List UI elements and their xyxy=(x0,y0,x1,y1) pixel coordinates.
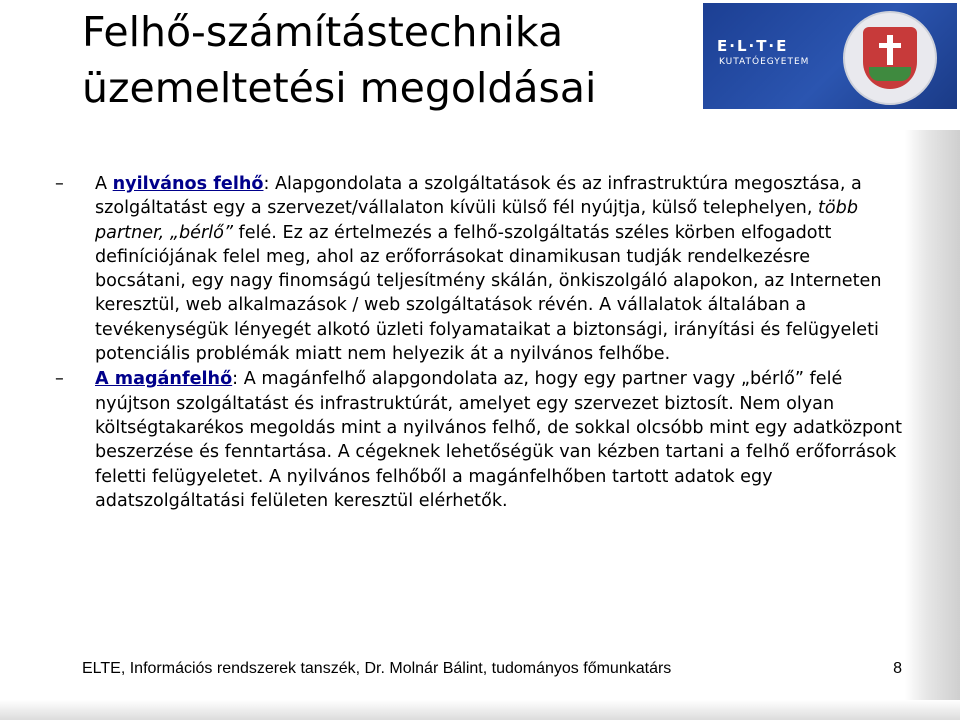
slide-title xyxy=(82,4,682,116)
slide-body xyxy=(55,172,905,514)
elte-logo xyxy=(703,3,957,109)
coat-of-arms-icon xyxy=(863,27,917,89)
decorative-side-band xyxy=(905,130,960,720)
bullet-dash: – xyxy=(55,369,64,390)
term-private-cloud: A magánfelhő xyxy=(95,369,233,390)
bullet-dash: – xyxy=(55,174,64,194)
logo-subtitle: KUTATÓEGYETEM xyxy=(719,57,810,67)
term-public-cloud: nyilvános felhő xyxy=(112,174,264,194)
seal-icon xyxy=(843,11,937,105)
bullet-private-cloud xyxy=(55,367,905,513)
slide-footer xyxy=(82,660,902,678)
bullet-public-cloud xyxy=(55,172,905,366)
bullet-text-1: : Alapgondolata a szolgáltatások és az infrastruktúra megosztása, a szolgáltatást egy a szervezet/vállalaton kívüli külső fél nyújtja, külső telephelyen, xyxy=(95,174,862,219)
page-number: 8 xyxy=(893,660,902,677)
bullet-text-2: felé. Ez az értelmezés a felhő-szolgáltatás széles körben elfogadott definíciójának felel meg, ahol az erőforrásokat dinamikusan tudják rendelkezésre bocsátani, egy nagy finomságú teljesítmény skálán, önkiszolgáló alapokon, az Interneten keresztül, web alkalmazások / web szolgáltatások révén. A vállalatok általában a tevékenységük lényegét alkotó üzleti folyamataikat a biztonsági, irányítási és felügyeleti potenciális problémák miatt nem helyezik át a nyilvános felhőbe. xyxy=(95,222,882,365)
bullet-italic: több partner, „bérlő” xyxy=(95,198,859,243)
logo-text: E·L·T·E xyxy=(717,37,789,55)
bullet-text-3: : A magánfelhő alapgondolata az, hogy egy partner vagy „bérlő” felé nyújtson szolgáltatást és infrastruktúrát, amelyet egy szervezet biztosít. Nem olyan költségtakarékos megoldás mint a nyilvános felhő, de sokkal olcsóbb mint egy adatközpont beszerzése és fenntartása. A cégeknek lehetőségük van kézben tartani a felhő erőforrások feletti felügyeletet. A nyilvános felhőből a magánfelhőben tartott adatok egy adatszolgáltatási felületen keresztül elérhetők. xyxy=(95,369,902,511)
decorative-bottom-band xyxy=(0,700,960,720)
bullet-text-0: A xyxy=(95,174,113,194)
footer-text: ELTE, Információs rendszerek tanszék, Dr. Molnár Bálint, tudományos főmunkatárs xyxy=(82,660,672,677)
title-line-1: Felhő-számítástechnika xyxy=(82,8,564,56)
title-line-2: üzemeltetési megoldásai xyxy=(82,64,597,112)
